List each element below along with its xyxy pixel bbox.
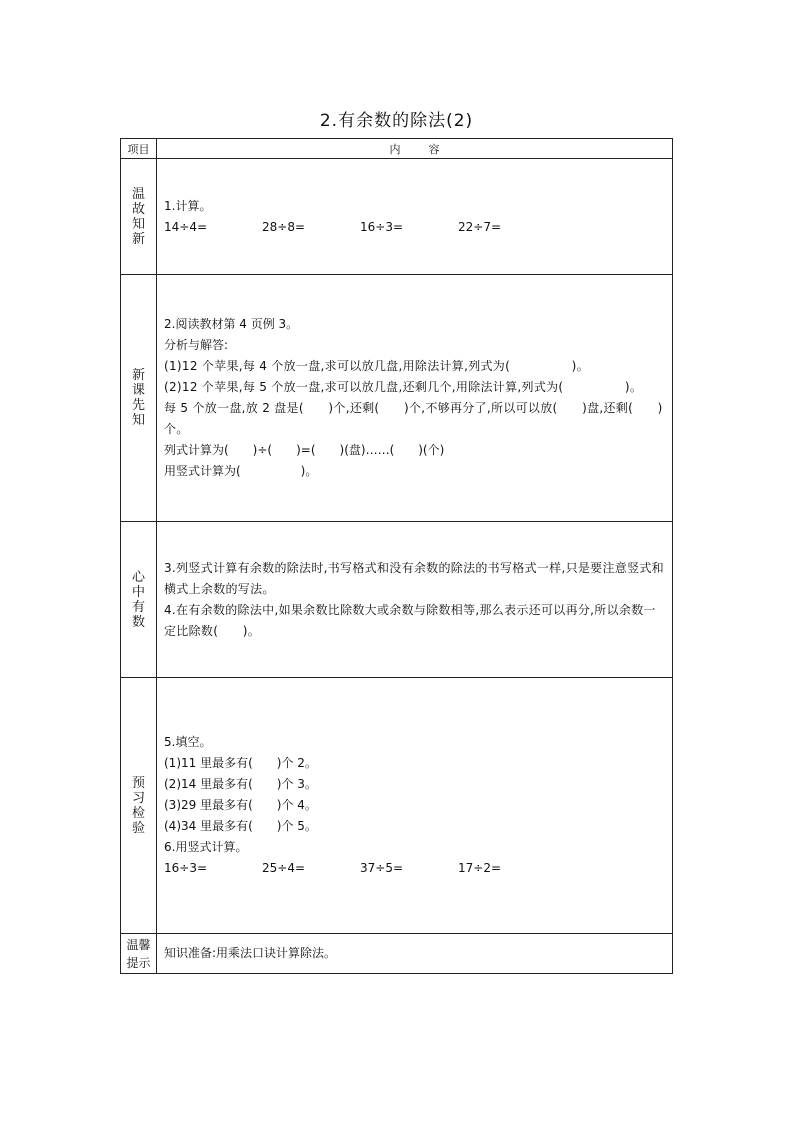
question-2: 2.阅读教材第 4 页例 3。 (164, 317, 299, 331)
calc-item: 22÷7= (458, 219, 502, 234)
section-content (157, 934, 673, 974)
question-6: 6.用竖式计算。 (164, 840, 248, 854)
question-5: 5.填空。 (164, 735, 212, 749)
section-review (121, 159, 673, 275)
header-content: 内容 (157, 139, 673, 159)
tip-text: 知识准备:用乘法口诀计算除法。 (164, 946, 337, 960)
calc-row-1 (164, 217, 666, 238)
calc-item: 16÷3= (164, 861, 208, 875)
page-title: 2.有余数的除法(2) (319, 111, 474, 131)
section-content (157, 159, 673, 275)
section-label: 温馨 提示 (121, 934, 157, 974)
question-3: 3.列竖式计算有余数的除法时,书写格式和没有余数的除法的书写格式一样,只是要注意竖式和横式上余数的写法。 (164, 560, 664, 596)
calc-row-2 (164, 858, 666, 879)
calc-item: 37÷5= (360, 861, 404, 875)
calc-item: 14÷4= (164, 219, 208, 234)
question-1: 1.计算。 (164, 198, 212, 213)
calc-item: 28÷8= (262, 219, 306, 234)
sub-question: (1)12 个苹果,每 4 个放一盘,求可以放几盘,用除法计算,列式为( )。 (164, 359, 589, 373)
calc-item: 16÷3= (360, 219, 404, 234)
analysis-heading: 分析与解答: (164, 338, 229, 352)
section-preview-check (121, 678, 673, 934)
header-item: 项目 (121, 139, 157, 159)
lesson-table (120, 138, 673, 974)
fill-item: (3)29 里最多有( )个 4。 (164, 798, 317, 812)
question-4: 4.在有余数的除法中,如果余数比除数大或余数与除数相等,那么表示还可以再分,所以余数一定比除数( )。 (164, 602, 656, 638)
fill-item: (4)34 里最多有( )个 5。 (164, 819, 317, 833)
section-label: 预 习 检 验 (121, 678, 157, 934)
section-key-points (121, 522, 673, 678)
fill-item: (2)14 里最多有( )个 3。 (164, 777, 317, 791)
fill-statement: 每 5 个放一盘,放 2 盘是( )个,还剩( )个,不够再分了,所以可以放( )盘,还剩( )个。 (164, 401, 663, 436)
calc-item: 25÷4= (262, 861, 306, 875)
section-tips (121, 934, 673, 974)
fill-statement: 用竖式计算为( )。 (164, 464, 318, 478)
section-content (157, 275, 673, 522)
fill-item: (1)11 里最多有( )个 2。 (164, 756, 317, 770)
table-header-row (121, 139, 673, 159)
sub-question: (2)12 个苹果,每 5 个放一盘,求可以放几盘,还剩几个,用除法计算,列式为( )。 (164, 380, 643, 394)
calc-item: 17÷2= (458, 861, 502, 875)
section-content (157, 678, 673, 934)
section-label: 温 故 知 新 (121, 159, 157, 275)
fill-statement: 列式计算为( )÷( )=( )(盘)……( )(个) (164, 443, 445, 457)
section-content (157, 522, 673, 678)
section-label: 新 课 先 知 (121, 275, 157, 522)
section-label: 心 中 有 数 (121, 522, 157, 678)
section-new-lesson (121, 275, 673, 522)
